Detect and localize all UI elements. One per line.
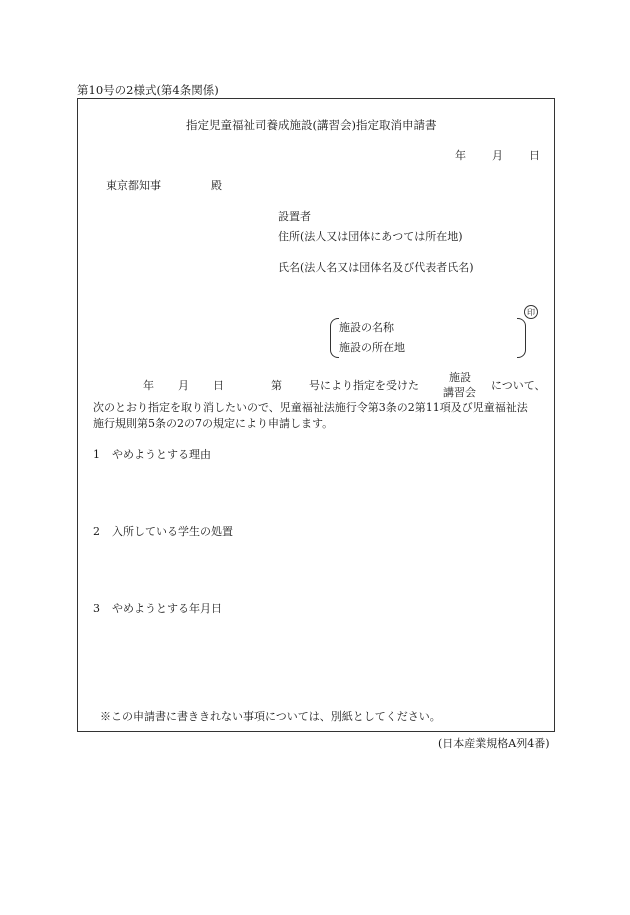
body-line-3: 施行規則第5条の2の7の規定により申請します。 bbox=[93, 417, 334, 430]
option-facility: 施設 bbox=[449, 371, 471, 384]
item-2-number: 2 bbox=[93, 525, 100, 538]
item-1-number: 1 bbox=[93, 448, 100, 461]
item-3-number: 3 bbox=[93, 602, 100, 615]
address-label: 住所(法人又は団体にあつては所在地) bbox=[278, 230, 463, 243]
facility-name-label: 施設の名称 bbox=[339, 321, 394, 334]
facility-brace-left bbox=[330, 318, 339, 358]
form-title: 指定児童福祉司養成施設(講習会)指定取消申請書 bbox=[186, 118, 437, 132]
body-designation: 号により指定を受けた bbox=[309, 379, 419, 392]
option-course: 講習会 bbox=[443, 386, 476, 399]
body-dai: 第 bbox=[271, 379, 282, 392]
addressee-honorific: 殿 bbox=[211, 179, 222, 192]
seal-mark: 印 bbox=[524, 305, 538, 319]
item-1-label: やめようとする理由 bbox=[112, 448, 211, 461]
footnote: ※この申請書に書ききれない事項については、別紙としてください。 bbox=[100, 710, 441, 723]
date-day: 日 bbox=[529, 149, 540, 162]
body-month: 月 bbox=[178, 379, 189, 392]
body-year: 年 bbox=[143, 379, 154, 392]
body-regarding: について、 bbox=[491, 379, 546, 392]
form-frame bbox=[77, 98, 555, 732]
body-line-2: 次のとおり指定を取り消したいので、児童福祉法施行令第3条の2第11項及び児童福祉法 bbox=[93, 401, 528, 414]
name-label: 氏名(法人名又は団体名及び代表者氏名) bbox=[278, 261, 474, 274]
addressee-name: 東京都知事 bbox=[106, 179, 161, 192]
founder-label: 設置者 bbox=[278, 210, 311, 223]
paper-size-footer: (日本産業規格A列4番) bbox=[438, 737, 550, 750]
date-month: 月 bbox=[492, 149, 503, 162]
facility-brace-right bbox=[517, 318, 526, 358]
item-3-label: やめようとする年月日 bbox=[112, 602, 222, 615]
item-2-label: 入所している学生の処置 bbox=[112, 525, 233, 538]
facility-location-label: 施設の所在地 bbox=[339, 341, 405, 354]
body-day: 日 bbox=[213, 379, 224, 392]
form-number-label: 第10号の2様式(第4条関係) bbox=[77, 83, 219, 97]
date-year: 年 bbox=[455, 149, 466, 162]
